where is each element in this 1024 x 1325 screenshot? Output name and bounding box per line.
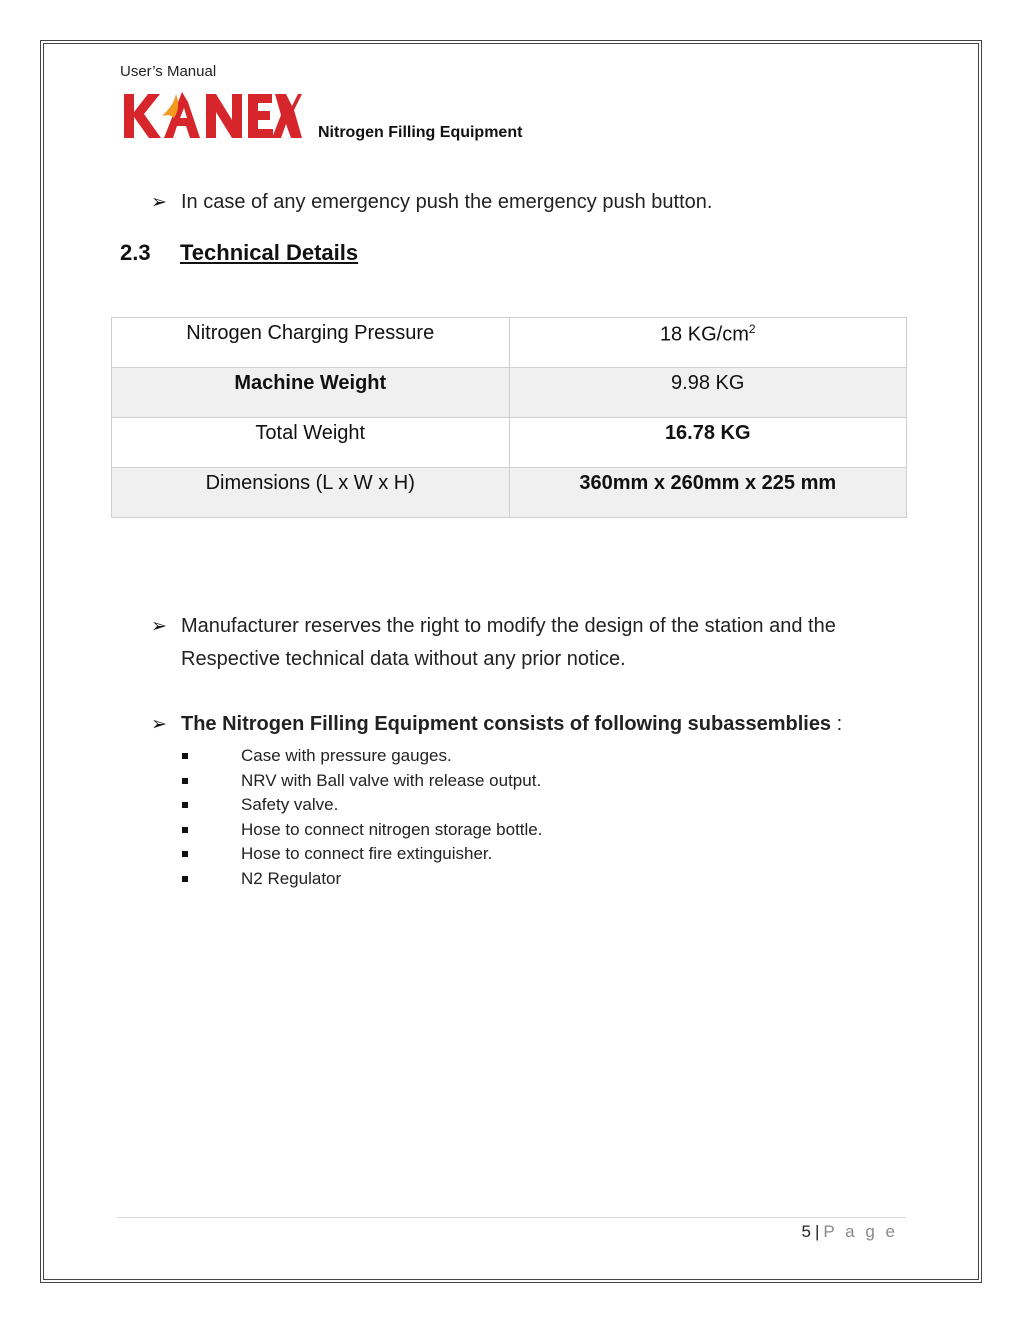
notice-paragraph — [181, 610, 836, 676]
table-cell-value: 360mm x 260mm x 225 mm — [509, 468, 907, 518]
page-word: P a g e — [823, 1222, 898, 1241]
table-cell-value: 16.78 KG — [509, 418, 907, 468]
table-cell-value — [509, 318, 907, 368]
table-row — [112, 318, 907, 368]
subassemblies-heading-text: The Nitrogen Filling Equipment consists of following subassemblies — [181, 713, 832, 735]
table-cell-label: Machine Weight — [112, 368, 510, 418]
square-bullet-icon — [182, 851, 188, 857]
emergency-instruction: In case of any emergency push the emergency push button. — [181, 191, 713, 213]
list-item-text: NRV with Ball valve with release output. — [241, 770, 542, 790]
table-row — [112, 468, 907, 518]
arrow-bullet-icon: ➢ — [151, 616, 167, 637]
square-bullet-icon — [182, 753, 188, 759]
square-bullet-icon — [182, 827, 188, 833]
pressure-value: 18 KG/cm — [659, 323, 749, 346]
list-item — [180, 769, 542, 794]
running-head: User’s Manual — [120, 63, 217, 80]
list-item — [180, 793, 542, 818]
table-row — [112, 368, 907, 418]
section-heading — [120, 240, 358, 266]
section-number: 2.3 — [120, 240, 151, 265]
list-item-text: Hose to connect nitrogen storage bottle. — [241, 819, 543, 839]
list-item-text: Hose to connect fire extinguisher. — [241, 844, 493, 864]
table-cell-label: Dimensions (L x W x H) — [112, 468, 510, 518]
list-item-text: Case with pressure gauges. — [241, 746, 452, 765]
table-row — [112, 418, 907, 468]
list-item — [180, 842, 542, 867]
square-bullet-icon — [182, 876, 188, 882]
square-bullet-icon — [182, 778, 188, 784]
page-number — [802, 1222, 898, 1242]
arrow-bullet-icon: ➢ — [151, 714, 167, 735]
table-cell-value: 9.98 KG — [509, 368, 907, 418]
footer-divider — [117, 1217, 906, 1218]
document-subtitle: Nitrogen Filling Equipment — [318, 124, 523, 141]
list-item-text: N2 Regulator — [241, 868, 342, 888]
list-item — [180, 818, 542, 843]
subassemblies-list — [180, 744, 542, 892]
arrow-bullet-icon: ➢ — [151, 192, 167, 213]
technical-details-table — [111, 317, 907, 518]
pressure-unit-exponent: 2 — [748, 322, 756, 336]
kanex-logo — [122, 88, 302, 142]
table-cell-label: Nitrogen Charging Pressure — [112, 318, 510, 368]
page-number-value: 5 — [801, 1222, 811, 1241]
notice-line: Respective technical data without any prior notice. — [181, 648, 626, 670]
list-item — [180, 744, 542, 769]
section-title: Technical Details — [180, 240, 359, 265]
notice-line: Manufacturer reserves the right to modify the design of the station and the — [181, 615, 836, 637]
list-item-text: Safety valve. — [241, 795, 339, 815]
subassemblies-heading-suffix: : — [831, 713, 843, 735]
table-cell-label: Total Weight — [112, 418, 510, 468]
list-item — [180, 867, 542, 892]
page-number-separator: | — [815, 1222, 820, 1241]
subassemblies-heading — [181, 708, 842, 741]
square-bullet-icon — [182, 802, 188, 808]
